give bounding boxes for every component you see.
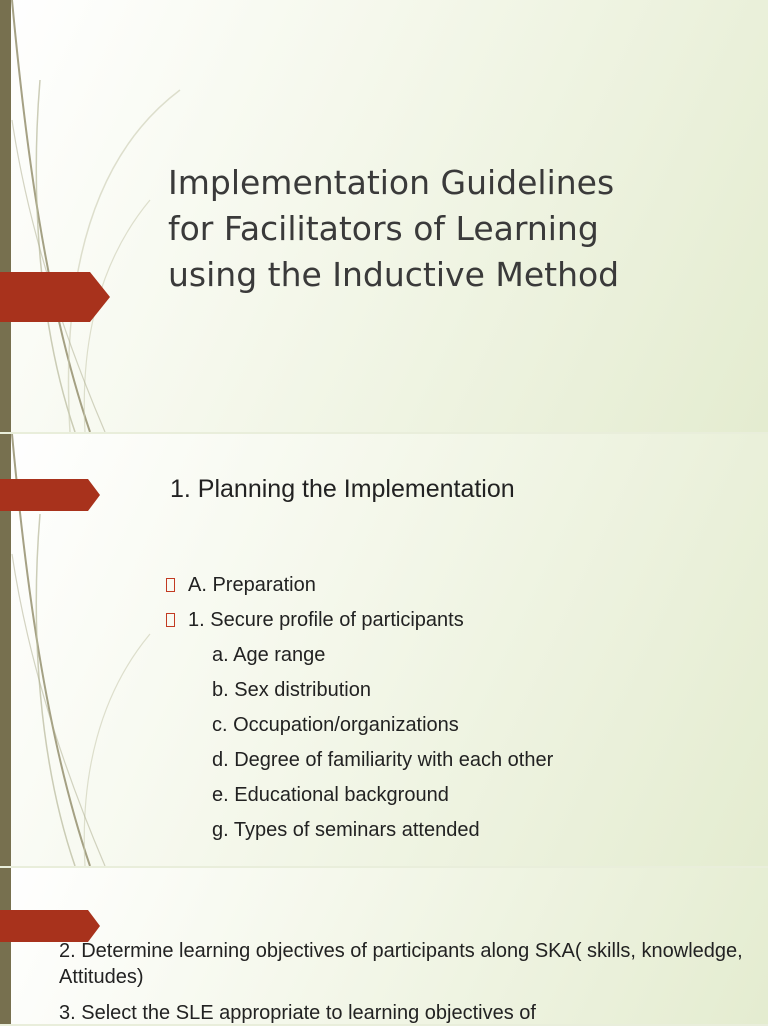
accent-arrow-tab: [0, 479, 102, 511]
title-slide: [0, 0, 768, 432]
bullet-item: [166, 602, 553, 637]
bullet-list: [166, 567, 553, 847]
bullet-text: A. Preparation: [188, 573, 316, 596]
sub-item: d. Degree of familiarity with each other: [212, 748, 554, 771]
sub-item: e. Educational background: [212, 783, 449, 806]
slide-edge-bar: [0, 868, 11, 1024]
title-line-2: for Facilitators of Learning: [168, 209, 599, 248]
bullet-item: [166, 567, 553, 602]
sub-item: c. Occupation/organizations: [212, 713, 459, 736]
bullet-text: 1. Secure profile of participants: [188, 608, 464, 631]
accent-arrow-tab: [0, 272, 112, 322]
slide-title: [168, 160, 619, 298]
title-line-3: using the Inductive Method: [168, 255, 620, 294]
bullet-square-icon: [166, 578, 175, 592]
objective-item-2: 2. Determine learning objectives of participants along SKA( skills, knowledge, Attitudes): [59, 940, 743, 988]
section-heading: 1. Planning the Implementation: [170, 475, 515, 503]
title-line-1: Implementation Guidelines: [168, 163, 615, 202]
sub-item: b. Sex distribution: [212, 678, 371, 701]
sub-item: a. Age range: [212, 643, 326, 666]
objective-item-3: 3. Select the SLE appropriate to learning objectives of: [59, 1002, 536, 1024]
sub-item: g. Types of seminars attended: [212, 818, 480, 841]
bullet-square-icon: [166, 613, 175, 627]
